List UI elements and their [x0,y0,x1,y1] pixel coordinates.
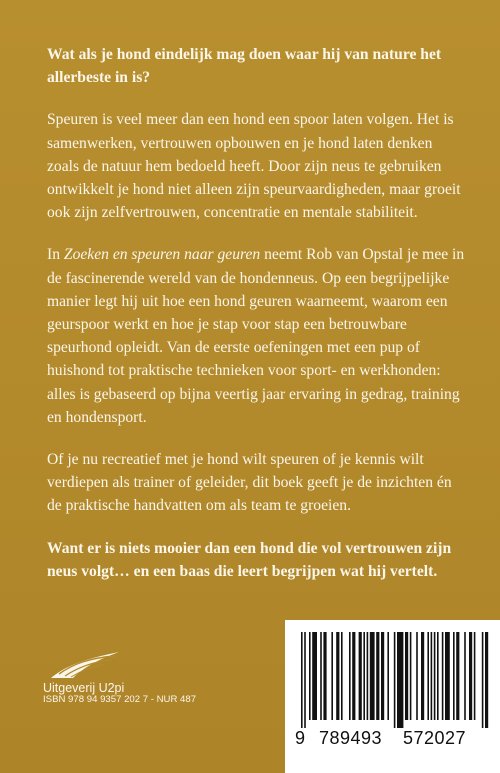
barcode-bar [482,632,484,728]
barcode-bar [453,632,455,720]
barcode-bar [437,632,439,720]
barcode-bar [469,632,472,720]
barcode-bar [323,632,326,720]
barcode-bar [485,632,488,728]
paragraph-book-intro [47,243,467,429]
barcode-bars [297,632,489,728]
wing-icon [49,648,121,680]
isbn-nur-line: ISBN 978 94 9357 202 7 - NUR 487 [43,694,197,705]
barcode-bar [301,632,303,728]
barcode-bar [431,632,433,720]
paragraph-audience: Of je nu recreatief met je hond wilt speuren of je kennis wilt verdiepen als trainer of geleider, dit boek geeft je de inzichten én de praktische handvatten om als team te groeien. [47,451,452,515]
paragraph-speuren: Speuren is veel meer dan een hond een spoor laten volgen. Het is samenwerken, vertrouwen opbouwen en je hond laten denken zoals de natuur hem bedoeld heeft. Door zijn neus te gebruiken ontwikkelt je hond niet alleen zijn speurvaardigheden, maar groeit ook zijn zelfvertrouwen, concentratie en mentale stabiliteit. [47,111,461,222]
barcode-bar [304,632,306,728]
barcode-bar [397,632,403,728]
blurb-text [47,43,467,602]
barcode-bar [394,632,396,728]
barcode-bar [331,632,333,720]
barcode-bar [427,632,429,720]
barcode-bar [464,632,466,720]
barcode-bar [376,632,379,720]
paragraph-rest: neemt Rob van Opstal je mee in de fascinerende wereld van de hondenneus. Op een begrijpelijke manier legt hij uit hoe een hond geuren waarneemt, waarom een geurspoor werkt en hoe je stap voor stap een betrouwbare speurhond opleidt. Van de eerste oefeningen met een pup of huishond tot praktische technieken voor sport- en werkhonden: alles is gebaseerd op bijna veertig jaar ervaring in gedrag, training en hondensport. [47,246,465,426]
barcode-bar [370,632,375,720]
barcode-bar [336,632,339,720]
barcode [285,620,500,773]
barcode-right-group: 572027 [403,728,467,748]
barcode-bar [456,632,459,720]
barcode-bar [312,632,317,720]
book-title: Zoeken en speuren naar geuren [63,246,261,264]
barcode-bar [387,632,389,720]
barcode-bar [474,632,476,720]
barcode-bar [405,632,408,720]
barcode-bar [421,632,424,720]
barcode-bar [320,632,322,720]
closing-statement: Want er is niets mooier dan een hond die vol vertrouwen zijn neus volgt… en een baas die leert begrijpen wat hij vertelt. [47,539,452,580]
barcode-bar [341,632,343,720]
barcode-bar [352,632,355,720]
barcode-left-group: 789493 [319,728,383,748]
barcode-bar [359,632,362,720]
publisher-name: Uitgeverij U2pi [43,681,125,695]
barcode-bar [416,632,418,720]
barcode-bar [367,632,369,720]
barcode-bar [445,632,450,720]
barcode-bar [363,632,365,720]
intro-question: Wat als je hond eindelijk mag doen waar hij van nature het allerbeste in is? [47,46,442,87]
barcode-bar [349,632,351,720]
barcode-bar [434,632,436,720]
barcode-bar [309,632,311,720]
paragraph-lead: In [47,246,64,264]
barcode-bar [442,632,444,720]
barcode-bar [381,632,384,720]
barcode-bar [410,632,412,720]
barcode-first-digit: 9 [295,728,306,748]
